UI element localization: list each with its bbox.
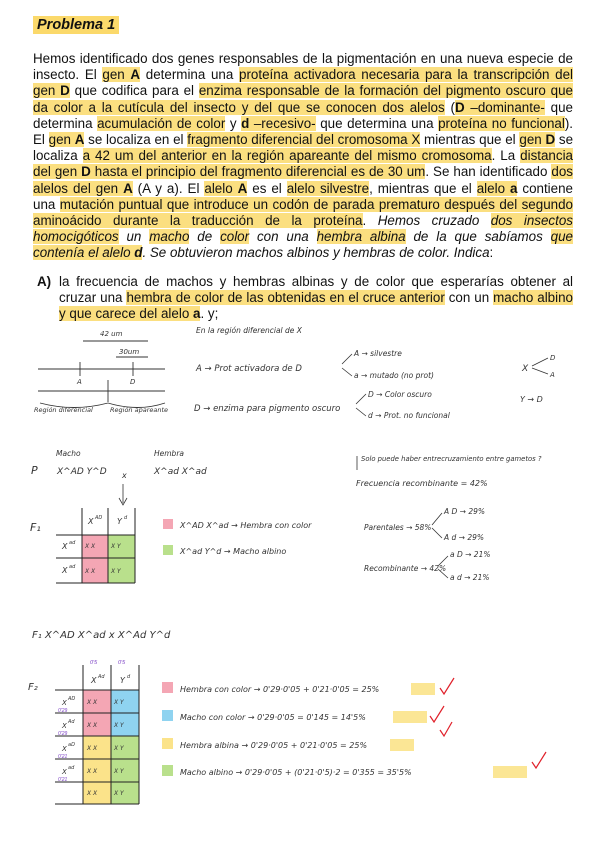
intro-run: fragmento diferencial del cromosoma X (187, 132, 421, 148)
intro-run: ( (444, 99, 455, 115)
gene-d-line: D → enzima para pigmento oscuro (194, 404, 341, 414)
allele-d-note: d → Prot. no funcional (368, 411, 450, 420)
svg-text:X: X (62, 722, 67, 730)
question-a-run: la frecuencia de machos y hembras albinas y de color que esperarías obtener al cruzar una (59, 274, 573, 306)
map-distance-inner: 30um (119, 348, 140, 356)
intro-run: color (220, 229, 250, 245)
intro-run: gen (48, 132, 75, 148)
svg-text:ad: ad (69, 540, 76, 546)
f2-label: F₂ (28, 682, 38, 693)
note-region: En la región diferencial de X (196, 326, 302, 335)
question-a-label: A) (37, 274, 52, 289)
svg-text:0'21: 0'21 (58, 777, 68, 783)
intro-run: D (81, 164, 91, 180)
svg-text:X Y: X Y (114, 790, 124, 797)
hembra-label: Hembra (154, 449, 184, 458)
intro-run: distancia del gen (33, 148, 573, 180)
p-female-genotype: X^ad X^ad (154, 467, 207, 477)
intro-run: mutación puntual que introduce un codón de parada prematuro después del segundo aminoácido durante la traducción de la proteína (33, 196, 573, 229)
map-locus-a: A (77, 378, 82, 386)
allele-A-note: A → silvestre (354, 349, 402, 358)
parental-Ad: A d → 29% (444, 533, 484, 542)
svg-text:d: d (124, 515, 128, 521)
intro-run: alelo silvestre (286, 180, 370, 196)
intro-run: a (509, 180, 518, 196)
svg-text:ad: ad (69, 564, 76, 570)
svg-text:Ad: Ad (68, 719, 75, 725)
f1-label: F₁ (30, 521, 41, 534)
svg-text:X X: X X (87, 745, 98, 752)
intro-run: de (189, 229, 221, 245)
question-a-run: . y; (200, 306, 219, 322)
intro-run: Hemos identificado dos genes responsables de la pigmentación en una nueva especie de insecto. El (33, 51, 573, 83)
intro-run: D (60, 83, 70, 99)
intro-run: enzima responsable de la formación del pigmento oscuro que da color a la cutícula del insecto y del que se conocen dos alelos (33, 83, 573, 115)
macho-label: Macho (56, 449, 81, 458)
result-pink-swatch (162, 682, 173, 693)
chromosome-map (38, 341, 165, 408)
svg-text:Y: Y (117, 517, 122, 526)
svg-text:X Y: X Y (114, 745, 124, 752)
intro-run: ). El (33, 115, 574, 148)
svg-text:X X: X X (87, 699, 98, 706)
intro-run: determina una (140, 67, 239, 83)
f2-punnett-square (55, 660, 139, 804)
intro-run: A (130, 67, 141, 83)
svg-text:X X: X X (87, 790, 98, 797)
svg-text:X Y: X Y (111, 568, 121, 575)
legend-hembra-color: X^AD X^ad → Hembra con color (180, 521, 312, 530)
svg-text:AD: AD (68, 696, 76, 702)
x-a-label: A (550, 371, 555, 379)
intro-run: A (123, 180, 133, 196)
recomb-ad: a d → 21% (450, 573, 490, 582)
svg-text:X: X (62, 566, 68, 575)
intro-run: d (134, 245, 143, 261)
parentales-note: Parentales → 58% (364, 523, 432, 532)
svg-text:AD: AD (95, 515, 103, 521)
intro-run: alelo (204, 180, 238, 196)
result-yellow-swatch (162, 738, 173, 749)
intro-run: macho (149, 229, 190, 245)
intro-run: proteína activadora necesaria para la transcripción del gen (33, 67, 573, 99)
result-macho-albino: Macho albino → 0'29·0'05 + (0'21·0'5)·2 = 0'355 = 35'5% (180, 768, 412, 777)
freq-recomb: Frecuencia recombinante = 42% (356, 479, 488, 488)
svg-text:Ad: Ad (98, 674, 105, 680)
intro-run: D (545, 132, 556, 148)
svg-text:0'5: 0'5 (118, 660, 126, 666)
intro-run: gen (102, 67, 131, 83)
intro-run: . Se han identificado (425, 164, 552, 180)
result-hembra-albina: Hembra albina → 0'29·0'05 + 0'21·0'05 = 25% (180, 741, 368, 750)
svg-text:X: X (62, 542, 68, 551)
map-locus-d: D (130, 378, 136, 386)
intro-run: hembra albina (316, 229, 406, 245)
intro-run: . Se obtuvieron machos albinos y hembras de color. Indica (142, 245, 490, 261)
legend-macho-albino: X^ad Y^d → Macho albino (180, 547, 287, 556)
svg-text:X X: X X (85, 568, 96, 575)
legend-pink-swatch (163, 519, 173, 529)
intro-run: hasta el principio del fragmento diferencial es de 30 um (90, 164, 426, 180)
question-a-run: a (193, 306, 201, 322)
intro-run: A (237, 180, 248, 196)
intro-run: : (489, 245, 494, 261)
y-chromosome-label: Y → D (520, 395, 543, 404)
intro-run: es el (247, 180, 287, 196)
svg-text:0'5: 0'5 (90, 660, 98, 666)
question-a-run: con un (444, 290, 494, 306)
f1-punnett-square (56, 508, 135, 583)
svg-text:X Y: X Y (114, 699, 124, 706)
intro-run: dos alelos del gen (33, 164, 573, 196)
result-green-swatch (162, 765, 173, 776)
intro-run: con una (249, 229, 317, 245)
p-label: P (31, 464, 38, 477)
svg-text:X: X (88, 517, 94, 526)
intro-run: D (454, 99, 465, 115)
svg-text:X: X (91, 676, 97, 685)
x-d-label: D (550, 354, 556, 362)
intro-run: y (225, 115, 242, 131)
svg-text:0'29: 0'29 (58, 708, 68, 714)
f1-cross: F₁ X^AD X^ad x X^Ad Y^d (32, 630, 171, 641)
map-region-differential: Región diferencial (34, 406, 93, 414)
svg-text:aD: aD (68, 742, 75, 748)
intro-run: que contenía el alelo (33, 229, 573, 261)
svg-text:0'29: 0'29 (58, 731, 68, 737)
result-macho-color: Macho con color → 0'29·0'05 = 0'145 = 14'5% (180, 713, 366, 722)
legend-green-swatch (163, 545, 173, 555)
svg-text:X Y: X Y (114, 722, 124, 729)
svg-text:0'21: 0'21 (58, 754, 68, 760)
intro-run: de la que sabíamos (405, 229, 551, 245)
intro-run: . (362, 213, 378, 229)
svg-text:ad: ad (68, 765, 75, 771)
cross-symbol: x (122, 471, 127, 480)
intro-run: , mientras que el (369, 180, 477, 196)
intro-run: A (74, 132, 85, 148)
svg-text:X: X (62, 699, 67, 707)
intro-run: a 42 um del anterior en la región apareante del mismo cromosoma (82, 148, 492, 164)
svg-text:X X: X X (87, 722, 98, 729)
allele-a-note: a → mutado (no prot) (354, 371, 434, 380)
question-a-run: hembra de color de las obtenidas en el cruce anterior (126, 290, 445, 306)
intro-run: que determina una (315, 115, 439, 131)
intro-run: gen (519, 132, 546, 148)
svg-text:X Y: X Y (111, 543, 121, 550)
intro-run: –recesivo- (249, 115, 316, 131)
intro-run: d (241, 115, 250, 131)
svg-text:X: X (62, 768, 67, 776)
intro-run: que codifica para el (69, 83, 199, 99)
svg-text:d: d (127, 674, 131, 680)
svg-text:X: X (62, 745, 67, 753)
recombinante-note: Recombinante → 42% (364, 564, 447, 573)
svg-text:X X: X X (87, 768, 98, 775)
intro-run: se localiza en el (84, 132, 188, 148)
intro-run: un (118, 229, 150, 245)
parental-AD: A D → 29% (444, 507, 486, 516)
svg-text:X Y: X Y (114, 768, 124, 775)
allele-D-note: D → Color oscuro (368, 390, 432, 399)
intro-run: . La (491, 148, 521, 164)
intro-run: que determina (33, 99, 573, 131)
p-male-genotype: X^AD Y^D (57, 467, 107, 477)
map-region-pairing: Región apareante (110, 406, 169, 414)
recomb-aD: a D → 21% (450, 550, 491, 559)
svg-text:Y: Y (120, 676, 125, 685)
result-blue-swatch (162, 710, 173, 721)
x-chromosome-label: X (522, 364, 529, 374)
intro-run: alelo (476, 180, 510, 196)
intro-run: dos insectos homocigóticos (33, 213, 573, 245)
recomb-question: Solo puede haber entrecruzamiento entre gametos ? (361, 455, 542, 463)
intro-run: mientras que el (420, 132, 520, 148)
intro-run: (A y a). El (132, 180, 205, 196)
result-hembra-color: Hembra con color → 0'29·0'05 + 0'21·0'05 = 25% (180, 685, 380, 694)
problem-title: Problema 1 (33, 16, 119, 34)
intro-run: proteína no funcional (438, 115, 565, 131)
intro-run: Hemos cruzado (377, 213, 491, 229)
svg-text:X X: X X (85, 543, 96, 550)
intro-run: acumulación de color (97, 115, 226, 131)
map-distance-top: 42 um (100, 330, 123, 338)
intro-run: se localiza (33, 132, 574, 164)
intro-run: –dominante- (464, 99, 545, 115)
question-a-run: macho albino y que carece del alelo (59, 290, 573, 322)
intro-run: contiene una (33, 180, 574, 212)
gene-a-line: A → Prot activadora de D (196, 364, 302, 374)
